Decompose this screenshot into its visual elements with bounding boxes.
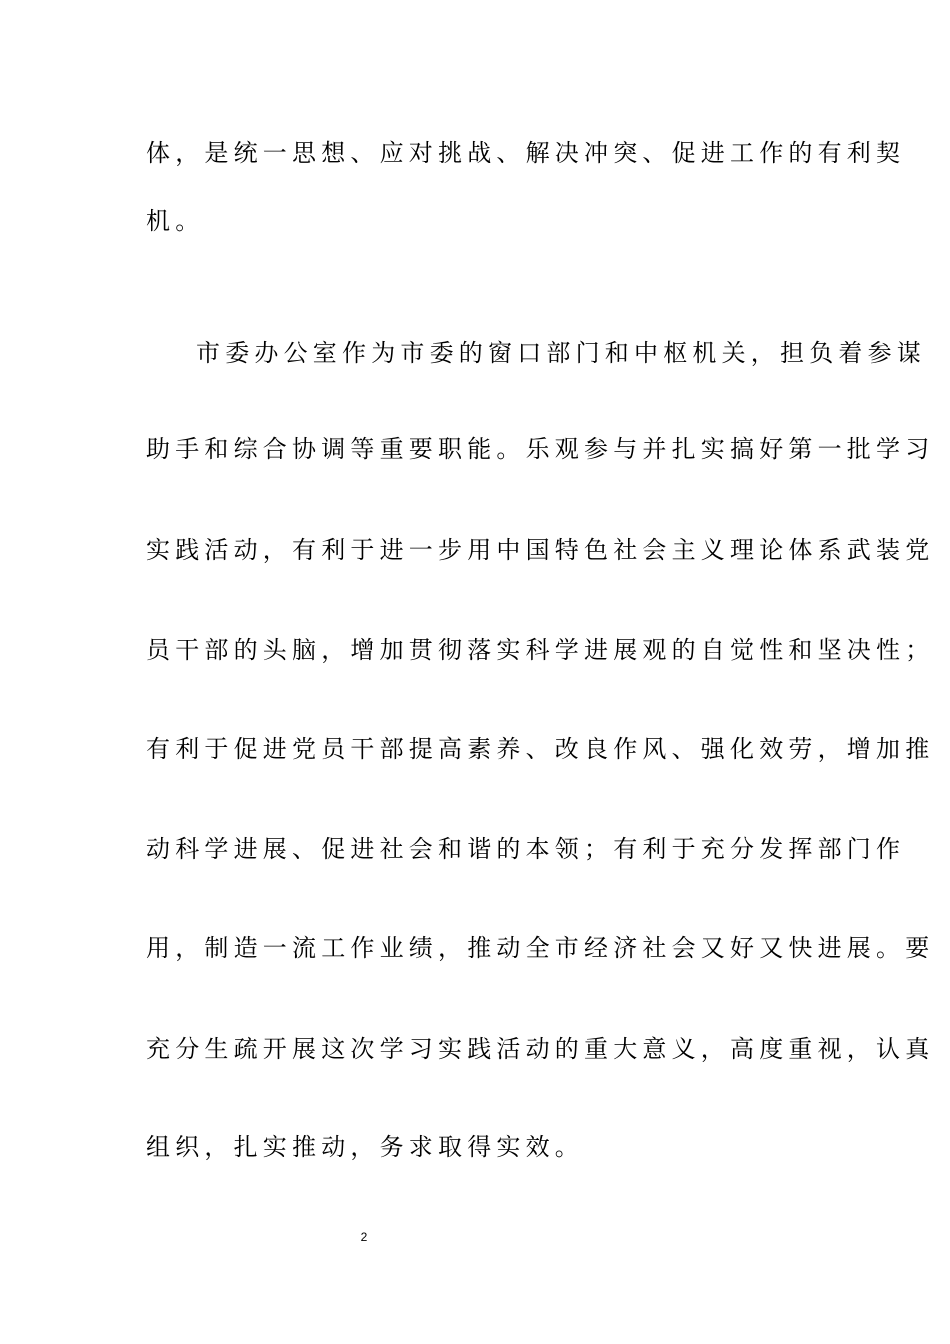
text-line: 助手和综合协调等重要职能。乐观参与并扎实搞好第一批学习 [146, 435, 935, 463]
text-line: 有利于促进党员干部提高素养、改良作风、强化效劳，增加推 [146, 735, 935, 763]
text-line: 体，是统一思想、应对挑战、解决冲突、促进工作的有利契 [146, 139, 906, 167]
text-line: 机。 [146, 207, 205, 235]
text-line: 实践活动，有利于进一步用中国特色社会主义理论体系武装党 [146, 536, 935, 564]
text-line: 组织，扎实推动，务求取得实效。 [146, 1133, 584, 1161]
text-line: 充分生疏开展这次学习实践活动的重大意义，高度重视，认真 [146, 1035, 935, 1063]
text-line: 员干部的头脑，增加贯彻落实科学进展观的自觉性和坚决性； [146, 636, 935, 664]
text-line: 市委办公室作为市委的窗口部门和中枢机关，担负着参谋 [196, 339, 926, 367]
page-number: 2 [360, 1230, 368, 1244]
text-line: 动科学进展、促进社会和谐的本领；有利于充分发挥部门作 [146, 835, 906, 863]
text-line: 用，制造一流工作业绩，推动全市经济社会又好又快进展。要 [146, 934, 935, 962]
